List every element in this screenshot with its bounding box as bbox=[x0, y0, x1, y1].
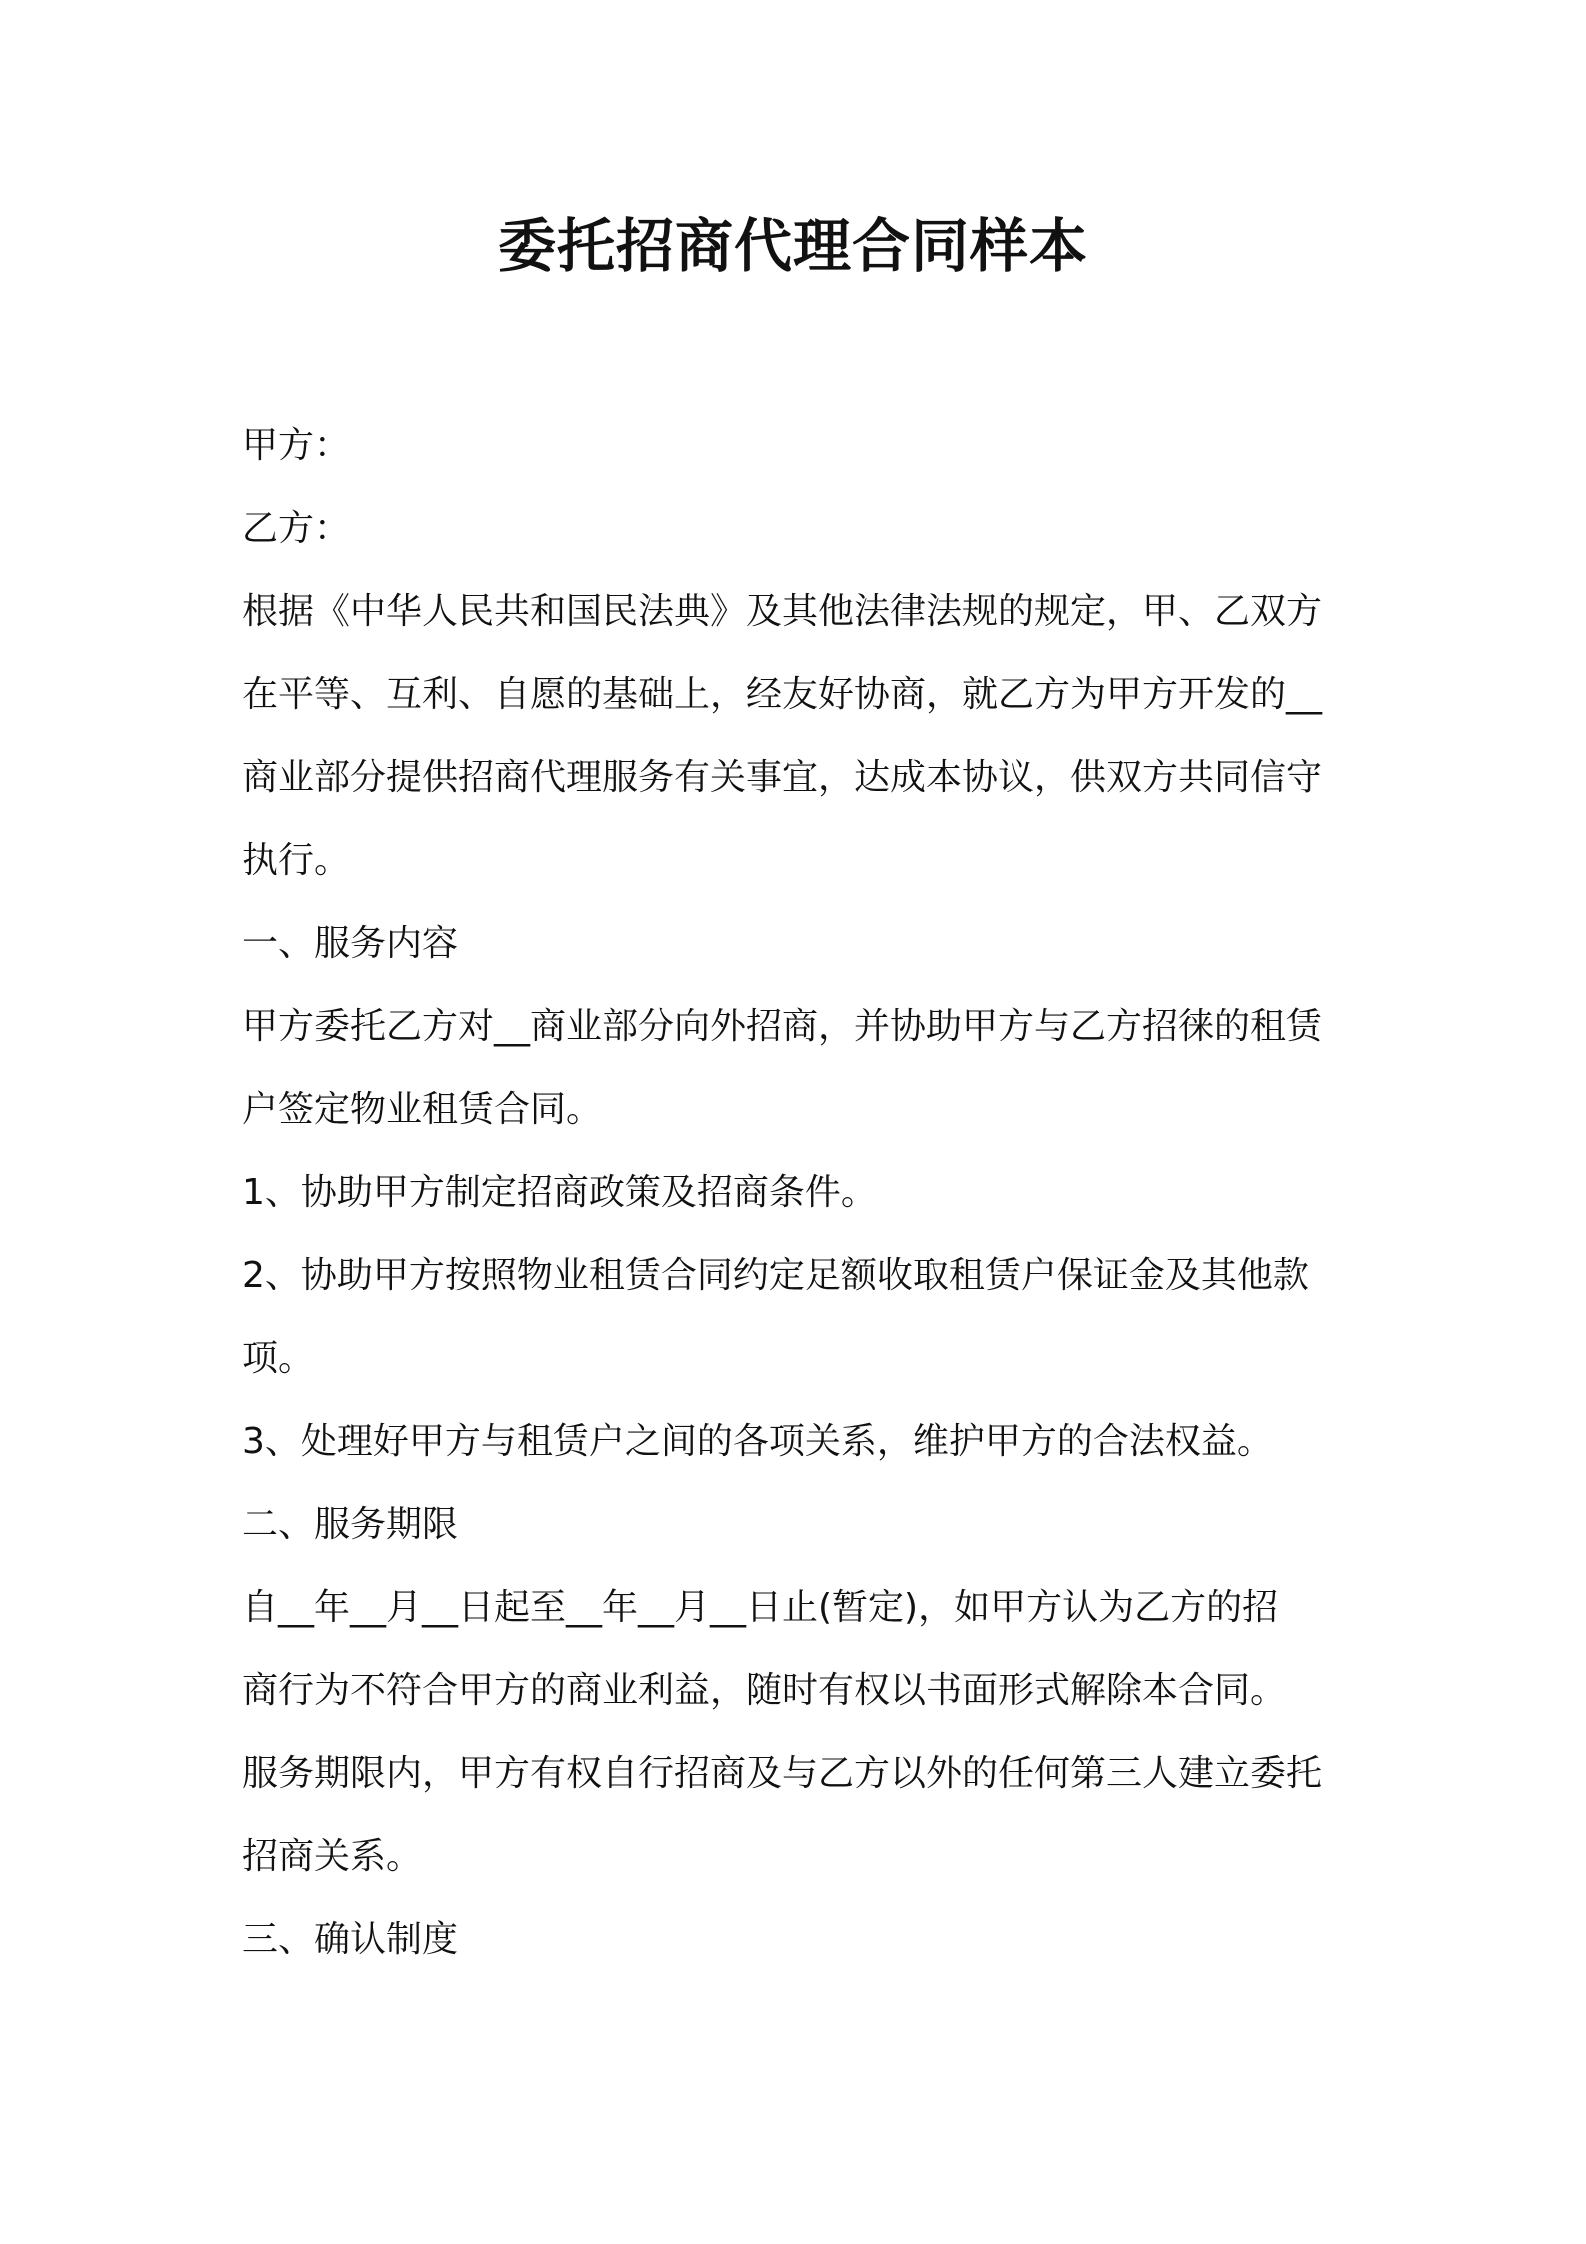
service-item-2-line-1: 2、协助甲方按照物业租赁合同约定足额收取租赁户保证金及其他款 bbox=[242, 1255, 1309, 1296]
service-content-line-2: 户签定物业租赁合同。 bbox=[242, 1089, 603, 1130]
section-heading-service-term: 二、服务期限 bbox=[242, 1504, 459, 1545]
document-title: 委托招商代理合同样本 bbox=[497, 212, 1088, 280]
service-item-2-line-2: 项。 bbox=[242, 1338, 315, 1379]
section-heading-service-content: 一、服务内容 bbox=[242, 923, 459, 964]
service-item-1: 1、协助甲方制定招商政策及招商条件。 bbox=[242, 1172, 877, 1213]
preamble-line-2: 在平等、互利、自愿的基础上，经友好协商，就乙方为甲方开发的__ bbox=[242, 674, 1323, 715]
preamble-line-3: 商业部分提供招商代理服务有关事宜，达成本协议，供双方共同信守 bbox=[242, 757, 1323, 798]
service-item-3: 3、处理好甲方与租赁户之间的各项关系，维护甲方的合法权益。 bbox=[242, 1421, 1273, 1462]
service-content-line-1: 甲方委托乙方对__商业部分向外招商，并协助甲方与乙方招徕的租赁 bbox=[242, 1006, 1323, 1047]
section-heading-confirmation: 三、确认制度 bbox=[242, 1919, 459, 1960]
preamble-line-4: 执行。 bbox=[242, 840, 351, 881]
service-term-line-1: 自__年__月__日起至__年__月__日止(暂定)，如甲方认为乙方的招 bbox=[242, 1587, 1279, 1628]
service-term-line-2: 商行为不符合甲方的商业利益，随时有权以书面形式解除本合同。 bbox=[242, 1670, 1287, 1711]
document-body bbox=[242, 404, 1352, 1981]
service-term-line-3: 服务期限内，甲方有权自行招商及与乙方以外的任何第三人建立委托 bbox=[242, 1753, 1323, 1794]
party-b-line: 乙方： bbox=[242, 508, 351, 549]
preamble-line-1: 根据《中华人民共和国民法典》及其他法律法规的规定，甲、乙双方 bbox=[242, 591, 1323, 632]
service-term-line-4: 招商关系。 bbox=[242, 1836, 423, 1877]
party-a-line: 甲方： bbox=[242, 425, 351, 466]
